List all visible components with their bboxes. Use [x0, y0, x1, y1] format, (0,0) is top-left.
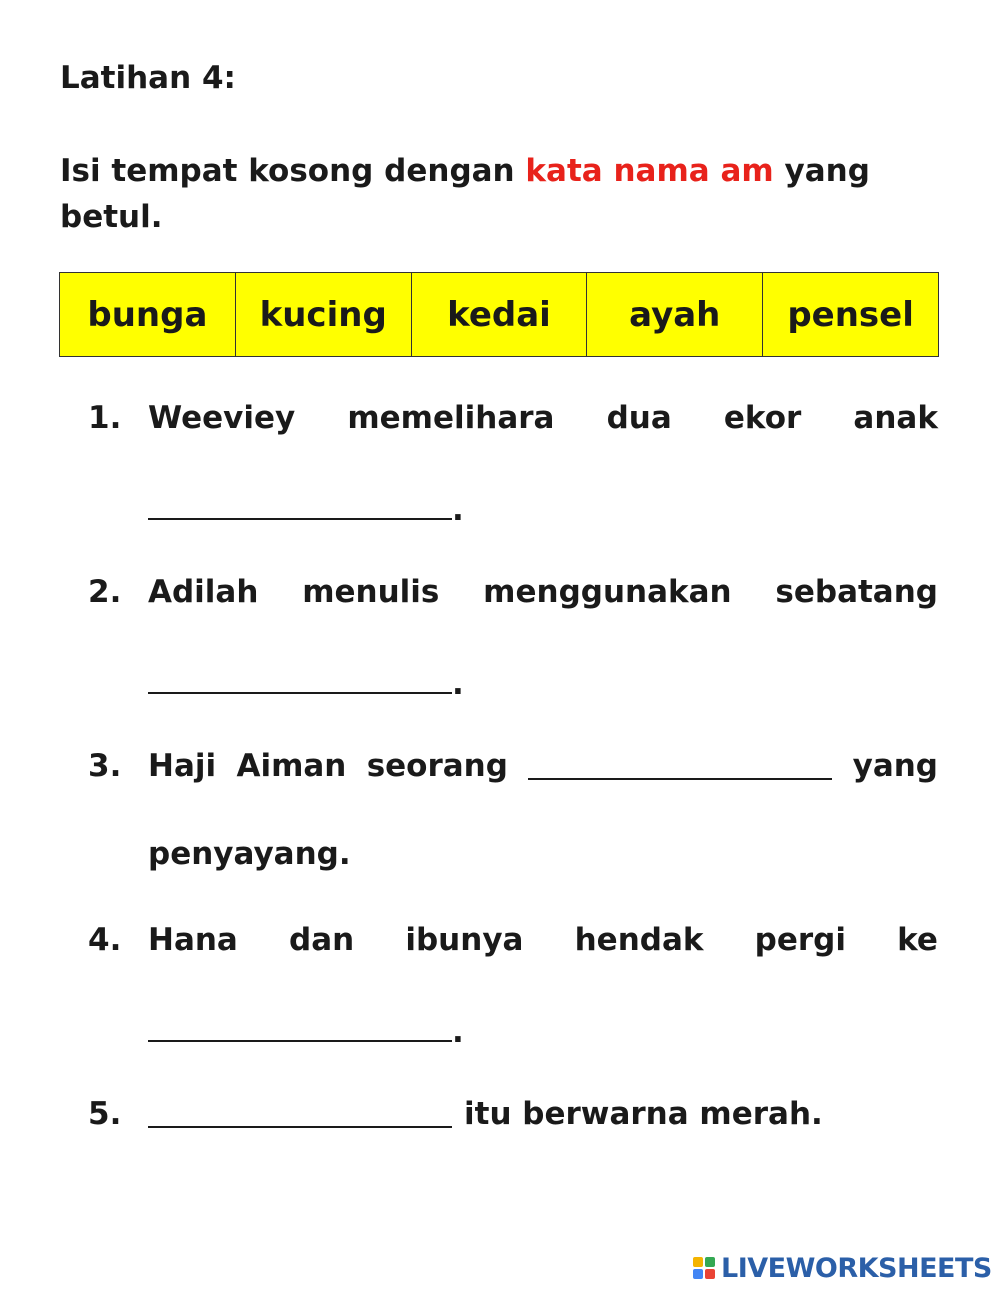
question-line	[148, 748, 938, 784]
question-word: memelihara	[347, 400, 555, 436]
instruction-before: Isi tempat kosong dengan	[60, 153, 515, 189]
question-punctuation: .	[452, 666, 464, 702]
question-word: dan	[289, 922, 355, 958]
question-line	[148, 488, 464, 528]
question-number: 5.	[88, 1096, 122, 1132]
question-line	[148, 574, 938, 610]
instruction-text	[60, 148, 930, 240]
answer-blank[interactable]	[148, 662, 452, 694]
question-word: Hana	[148, 922, 238, 958]
question-line	[148, 400, 938, 436]
word-bank-item: bunga	[60, 273, 236, 357]
question-line	[148, 1010, 464, 1050]
answer-blank[interactable]	[148, 488, 452, 520]
answer-blank[interactable]	[148, 1096, 452, 1128]
logo-icon	[693, 1257, 715, 1279]
question-punctuation: .	[452, 1014, 464, 1050]
question-word: itu berwarna merah.	[464, 1096, 823, 1132]
question-4	[88, 922, 938, 1052]
instruction-highlight: kata nama am	[525, 153, 774, 189]
question-word: pergi	[754, 922, 846, 958]
question-word: seorang	[366, 748, 508, 784]
question-word: dua	[606, 400, 672, 436]
question-word: Aiman	[236, 748, 347, 784]
question-word: menulis	[302, 574, 440, 610]
question-number: 4.	[88, 922, 122, 958]
word-bank-item: kucing	[235, 273, 411, 357]
question-3	[88, 748, 938, 878]
question-word: hendak	[574, 922, 704, 958]
question-2	[88, 574, 938, 704]
word-bank-item: ayah	[587, 273, 763, 357]
question-line	[148, 836, 351, 872]
question-line	[148, 922, 938, 958]
question-number: 2.	[88, 574, 122, 610]
question-word: Haji	[148, 748, 217, 784]
word-bank-item: pensel	[763, 273, 939, 357]
instruction-after: yang betul.	[60, 153, 870, 235]
question-number: 3.	[88, 748, 122, 784]
question-line	[148, 662, 464, 702]
question-word: ibunya	[405, 922, 524, 958]
question-5	[88, 1096, 938, 1146]
question-1	[88, 400, 938, 530]
word-bank-table	[59, 272, 939, 357]
liveworksheets-logo	[693, 1250, 993, 1286]
question-word: Weeviey	[148, 400, 296, 436]
question-word: ekor	[723, 400, 802, 436]
answer-blank[interactable]	[148, 1010, 452, 1042]
worksheet-title: Latihan 4:	[60, 60, 236, 96]
question-line	[148, 1096, 938, 1132]
answer-blank[interactable]	[528, 748, 832, 780]
question-word: menggunakan	[483, 574, 732, 610]
logo-text: LIVEWORKSHEETS	[721, 1252, 992, 1284]
word-bank-item: kedai	[411, 273, 587, 357]
question-word: Adilah	[148, 574, 259, 610]
question-number: 1.	[88, 400, 122, 436]
question-word: anak	[853, 400, 938, 436]
question-word: yang	[852, 748, 938, 784]
question-word: penyayang.	[148, 836, 351, 872]
question-punctuation: .	[452, 492, 464, 528]
question-word: ke	[897, 922, 938, 958]
question-word: sebatang	[775, 574, 938, 610]
